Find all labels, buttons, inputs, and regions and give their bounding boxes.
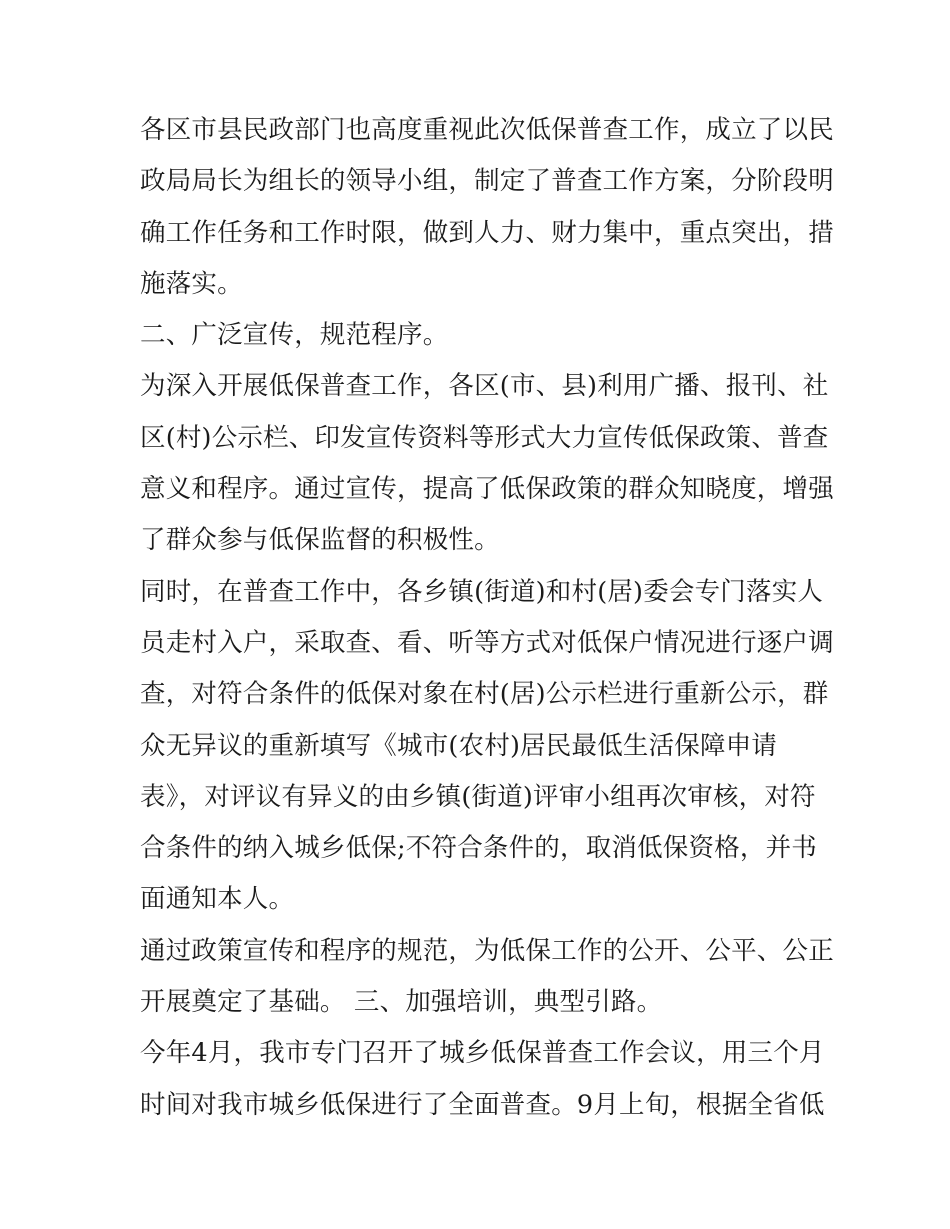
text-line-15: 合条件的纳入城乡低保;不符合条件的，取消低保资格，并书 <box>140 833 817 864</box>
body-text <box>140 105 834 1131</box>
text-line-16: 面通知本人。 <box>140 884 295 915</box>
text-line-11: 员走村入户，采取查、看、听等方式对低保户情况进行逐户调 <box>140 627 834 658</box>
text-line-20: 时间对我市城乡低保进行了全面普查。9月上旬，根据全省低 <box>140 1089 825 1120</box>
text-line-18: 开展奠定了基础。 三、加强培训，典型引路。 <box>140 987 663 1018</box>
text-line-1: 各区市县民政部门也高度重视此次低保普查工作，成立了以民 <box>140 115 834 145</box>
text-line-13: 众无异议的重新填写《城市(农村)居民最低生活保障申请 <box>140 730 778 761</box>
text-line-4: 施落实。 <box>140 268 243 299</box>
text-line-9: 了群众参与低保监督的积极性。 <box>140 525 500 556</box>
text-line-2: 政局局长为组长的领导小组，制定了普查工作方案，分阶段明 <box>140 166 834 197</box>
text-line-10: 同时，在普查工作中，各乡镇(街道)和村(居)委会专门落实人 <box>140 576 824 607</box>
text-line-14: 表》，对评议有异义的由乡镇(街道)评审小组再次审核，对符 <box>140 781 816 812</box>
text-line-7: 区(村)公示栏、印发宣传资料等形式大力宣传低保政策、普查 <box>140 422 829 453</box>
text-line-8: 意义和程序。通过宣传，提高了低保政策的群众知晓度，增强 <box>140 474 834 505</box>
text-line-19: 今年4月，我市专门召开了城乡低保普查工作会议，用三个月 <box>140 1038 825 1069</box>
text-line-12: 查，对符合条件的低保对象在村(居)公示栏进行重新公示，群 <box>140 679 829 710</box>
text-line-6: 为深入开展低保普查工作，各区(市、县)利用广播、报刊、社 <box>140 371 829 402</box>
section-heading-2: 二、广泛宣传，规范程序。 <box>140 320 449 351</box>
text-line-3: 确工作任务和工作时限，做到人力、财力集中，重点突出，措 <box>140 217 834 248</box>
text-line-17: 通过政策宣传和程序的规范，为低保工作的公开、公平、公正 <box>140 935 834 966</box>
